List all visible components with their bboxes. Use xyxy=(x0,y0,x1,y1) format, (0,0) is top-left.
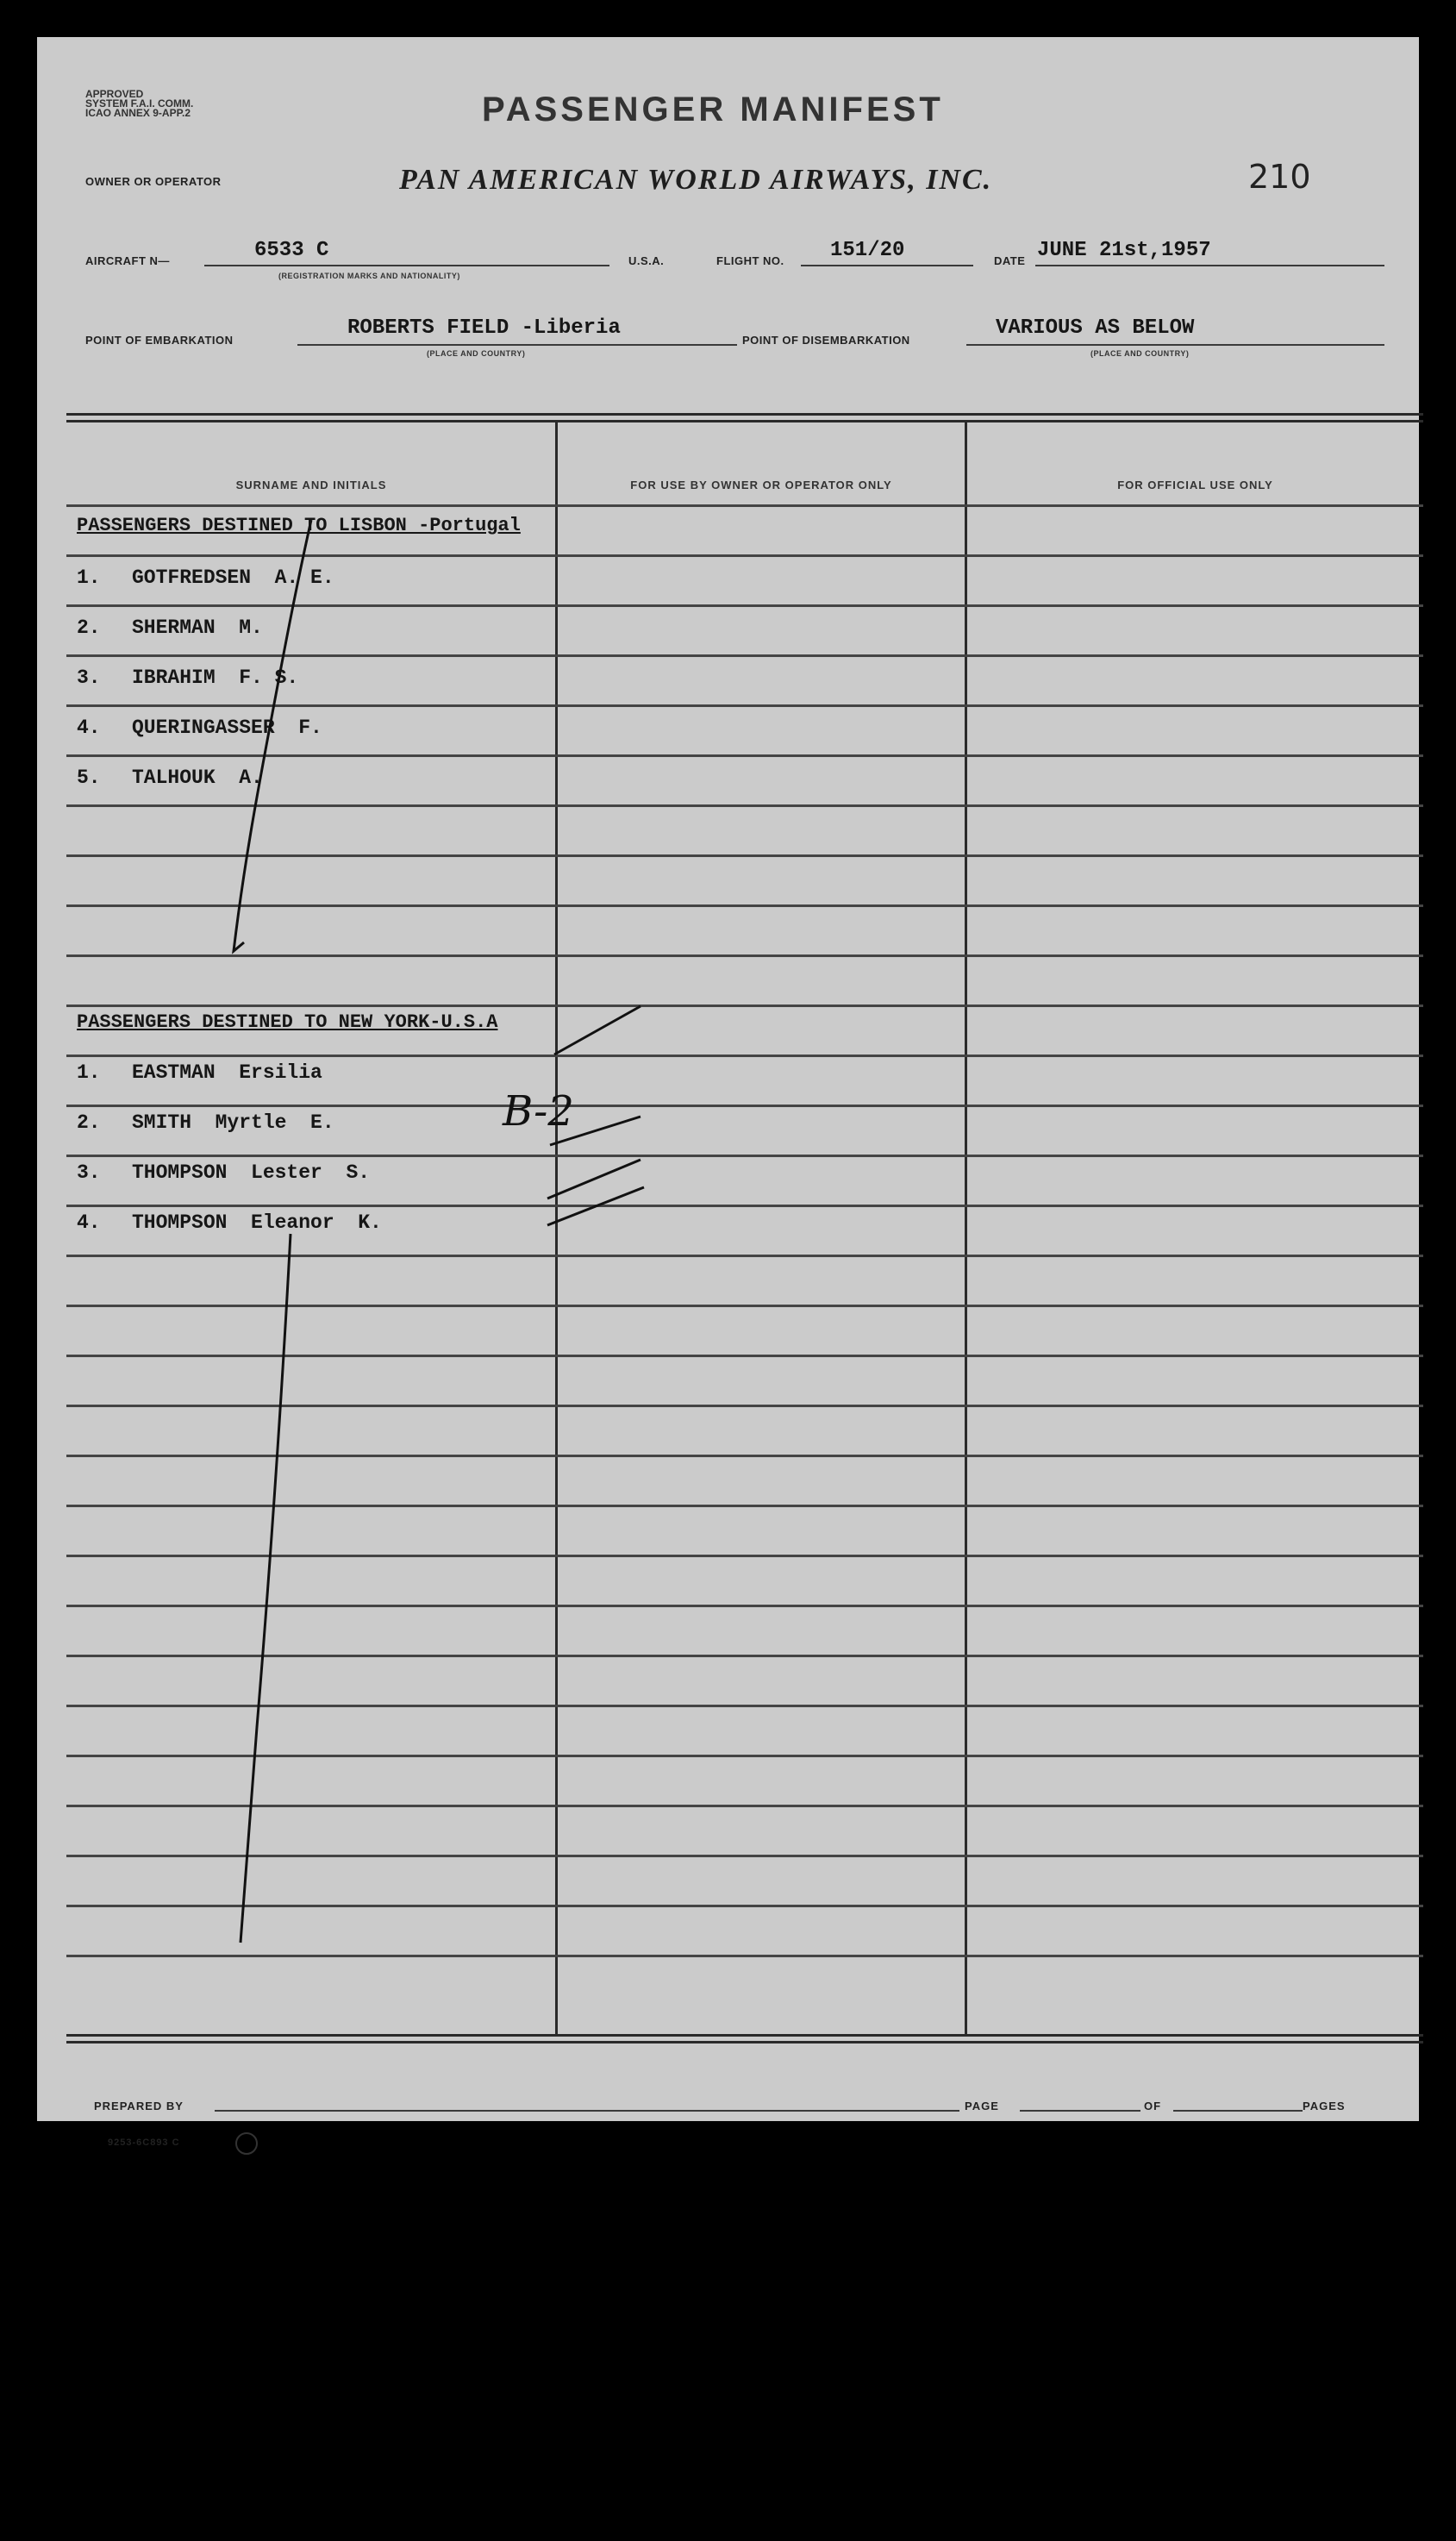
union-label-icon xyxy=(235,2132,258,2155)
column-header-official: FOR OFFICIAL USE ONLY xyxy=(1117,479,1273,491)
table-bottom-rule xyxy=(66,2034,1423,2037)
handwritten-marks xyxy=(37,37,1419,2121)
aircraft-sublabel: (REGISTRATION MARKS AND NATIONALITY) xyxy=(278,272,460,280)
prepared-by-line xyxy=(215,2110,959,2112)
usa-label: U.S.A. xyxy=(628,254,665,267)
disembarkation-value: VARIOUS AS BELOW xyxy=(996,316,1195,340)
manifest-sheet xyxy=(37,37,1419,2148)
aircraft-label: AIRCRAFT N— xyxy=(85,254,170,267)
approval-line: APPROVED xyxy=(85,88,144,100)
passenger-name: IBRAHIM F. S. xyxy=(132,667,299,689)
passenger-number: 1. xyxy=(77,566,101,589)
date-value: JUNE 21st,1957 xyxy=(1037,239,1211,262)
passenger-number: 5. xyxy=(77,767,101,789)
passenger-name: THOMPSON Lester S. xyxy=(132,1161,371,1184)
table-bottom-rule xyxy=(66,2041,1423,2043)
passenger-name: EASTMAN Ersilia xyxy=(132,1061,322,1084)
pages-label: PAGES xyxy=(1303,2100,1346,2112)
bracket-line-lisbon xyxy=(234,520,311,951)
of-label: OF xyxy=(1144,2100,1162,2112)
column-header-operator: FOR USE BY OWNER OR OPERATOR ONLY xyxy=(630,479,892,491)
passenger-number: 2. xyxy=(77,1111,101,1134)
section-heading-lisbon: PASSENGERS DESTINED TO LISBON -Portugal xyxy=(77,515,521,536)
prepared-by-label: PREPARED BY xyxy=(94,2100,184,2112)
passenger-number: 3. xyxy=(77,667,101,689)
embarkation-label: POINT OF EMBARKATION xyxy=(85,334,234,347)
tick-mark xyxy=(554,1006,641,1055)
form-title: PASSENGER MANIFEST xyxy=(482,91,944,128)
passenger-name: SMITH Myrtle E. xyxy=(132,1111,334,1134)
passenger-name: QUERINGASSER F. xyxy=(132,717,322,739)
disembarkation-sublabel: (PLACE AND COUNTRY) xyxy=(1090,349,1190,358)
passenger-number: 4. xyxy=(77,717,101,739)
passenger-number: 1. xyxy=(77,1061,101,1084)
flight-value: 151/20 xyxy=(830,239,905,262)
aircraft-value: 6533 C xyxy=(254,239,329,262)
form-code: 9253-6C893 C xyxy=(108,2137,180,2148)
passenger-number: 4. xyxy=(77,1211,101,1234)
page-line xyxy=(1020,2110,1140,2112)
approval-line: SYSTEM F.A.I. COMM. xyxy=(85,97,194,110)
owner-label: OWNER OR OPERATOR xyxy=(85,175,222,188)
page-label: PAGE xyxy=(965,2100,999,2112)
disembarkation-label: POINT OF DISEMBARKATION xyxy=(742,334,910,347)
tick-mark xyxy=(547,1160,641,1199)
handwritten-annotation: B-2 xyxy=(503,1087,574,1136)
column-header-surname: SURNAME AND INITIALS xyxy=(235,479,387,491)
passenger-number: 3. xyxy=(77,1161,101,1184)
passenger-name: SHERMAN M. xyxy=(132,616,263,639)
passenger-number: 2. xyxy=(77,616,101,639)
page-number: 210 xyxy=(1248,158,1311,196)
of-line xyxy=(1173,2110,1303,2112)
date-label: DATE xyxy=(994,254,1026,267)
passenger-name: GOTFREDSEN A. E. xyxy=(132,566,334,589)
embarkation-sublabel: (PLACE AND COUNTRY) xyxy=(427,349,526,358)
bracket-line-new-york xyxy=(241,1234,291,1943)
flight-label: FLIGHT NO. xyxy=(716,254,784,267)
passenger-name: TALHOUK A. xyxy=(132,767,263,789)
approval-line: ICAO ANNEX 9-APP.2 xyxy=(85,107,191,119)
section-heading-new-york: PASSENGERS DESTINED TO NEW YORK-U.S.A xyxy=(77,1011,498,1033)
embarkation-value: ROBERTS FIELD -Liberia xyxy=(347,316,621,340)
owner-name: PAN AMERICAN WORLD AIRWAYS, INC. xyxy=(399,164,993,196)
passenger-name: THOMPSON Eleanor K. xyxy=(132,1211,382,1234)
